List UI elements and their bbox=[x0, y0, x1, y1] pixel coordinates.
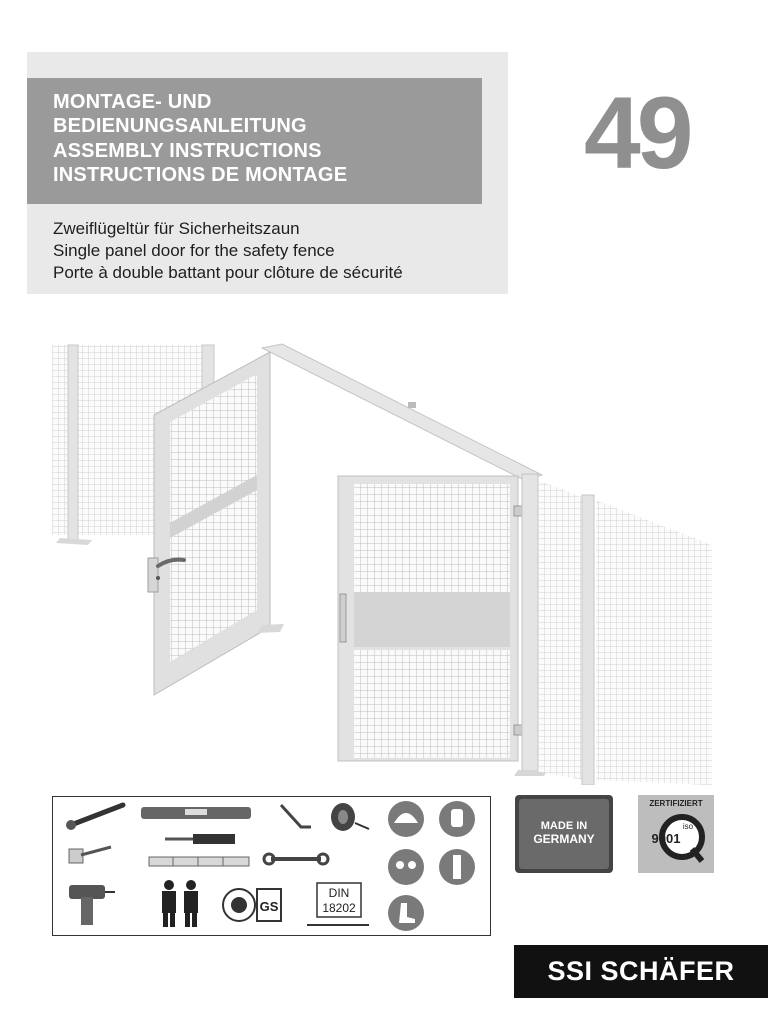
iso-9001-badge bbox=[638, 795, 714, 873]
gs-seal-icon bbox=[223, 889, 281, 921]
title-line-de-2: BEDIENUNGSANLEITUNG bbox=[53, 115, 307, 137]
document-number: 49 bbox=[584, 76, 690, 190]
tools-and-safety-box bbox=[52, 796, 491, 936]
svg-text:GS: GS bbox=[259, 899, 279, 914]
safety-boots-icon bbox=[388, 895, 424, 931]
zertifiziert-label: ZERTIFIZIERT bbox=[649, 799, 703, 808]
tools-svg bbox=[53, 797, 490, 935]
iso-label: iso bbox=[682, 822, 694, 831]
safety-goggles-icon bbox=[388, 849, 424, 885]
open-end-wrench-icon bbox=[264, 854, 328, 864]
cable-reel-icon bbox=[331, 803, 369, 831]
din-number: 18202 bbox=[322, 901, 356, 915]
protective-suit-icon bbox=[439, 849, 475, 885]
subtitle-fr: Porte à double battant pour clôture de sécurité bbox=[53, 263, 403, 282]
iso-number: 9001 bbox=[651, 831, 681, 846]
made-in-line2: GERMANY bbox=[533, 832, 595, 846]
folding-rule-icon bbox=[149, 857, 249, 866]
title-line-en: ASSEMBLY INSTRUCTIONS bbox=[53, 140, 322, 162]
two-persons-icon bbox=[162, 880, 198, 927]
made-in-line1: MADE IN bbox=[540, 820, 588, 832]
logo-text: SSI SCHÄFER bbox=[547, 956, 735, 986]
din-label: DIN bbox=[328, 886, 350, 900]
wire-brush-icon bbox=[165, 834, 235, 844]
torque-wrench-icon bbox=[66, 805, 123, 830]
safety-gloves-icon bbox=[439, 801, 475, 837]
title-line-de-1: MONTAGE- UND bbox=[53, 91, 212, 113]
subtitle-en: Single panel door for the safety fence bbox=[53, 241, 335, 260]
title-line-fr: INSTRUCTIONS DE MONTAGE bbox=[53, 164, 348, 186]
door-illustration bbox=[52, 340, 716, 785]
made-in-germany-badge bbox=[515, 795, 613, 873]
spirit-level-icon bbox=[141, 807, 251, 819]
hard-hat-icon bbox=[388, 801, 424, 837]
ssi-schaefer-logo bbox=[514, 945, 768, 998]
cordless-drill-icon bbox=[69, 885, 115, 925]
rubber-mallet-icon bbox=[69, 847, 111, 863]
allen-key-icon bbox=[281, 805, 311, 827]
subtitle-de: Zweiflügeltür für Sicherheitszaun bbox=[53, 219, 300, 238]
